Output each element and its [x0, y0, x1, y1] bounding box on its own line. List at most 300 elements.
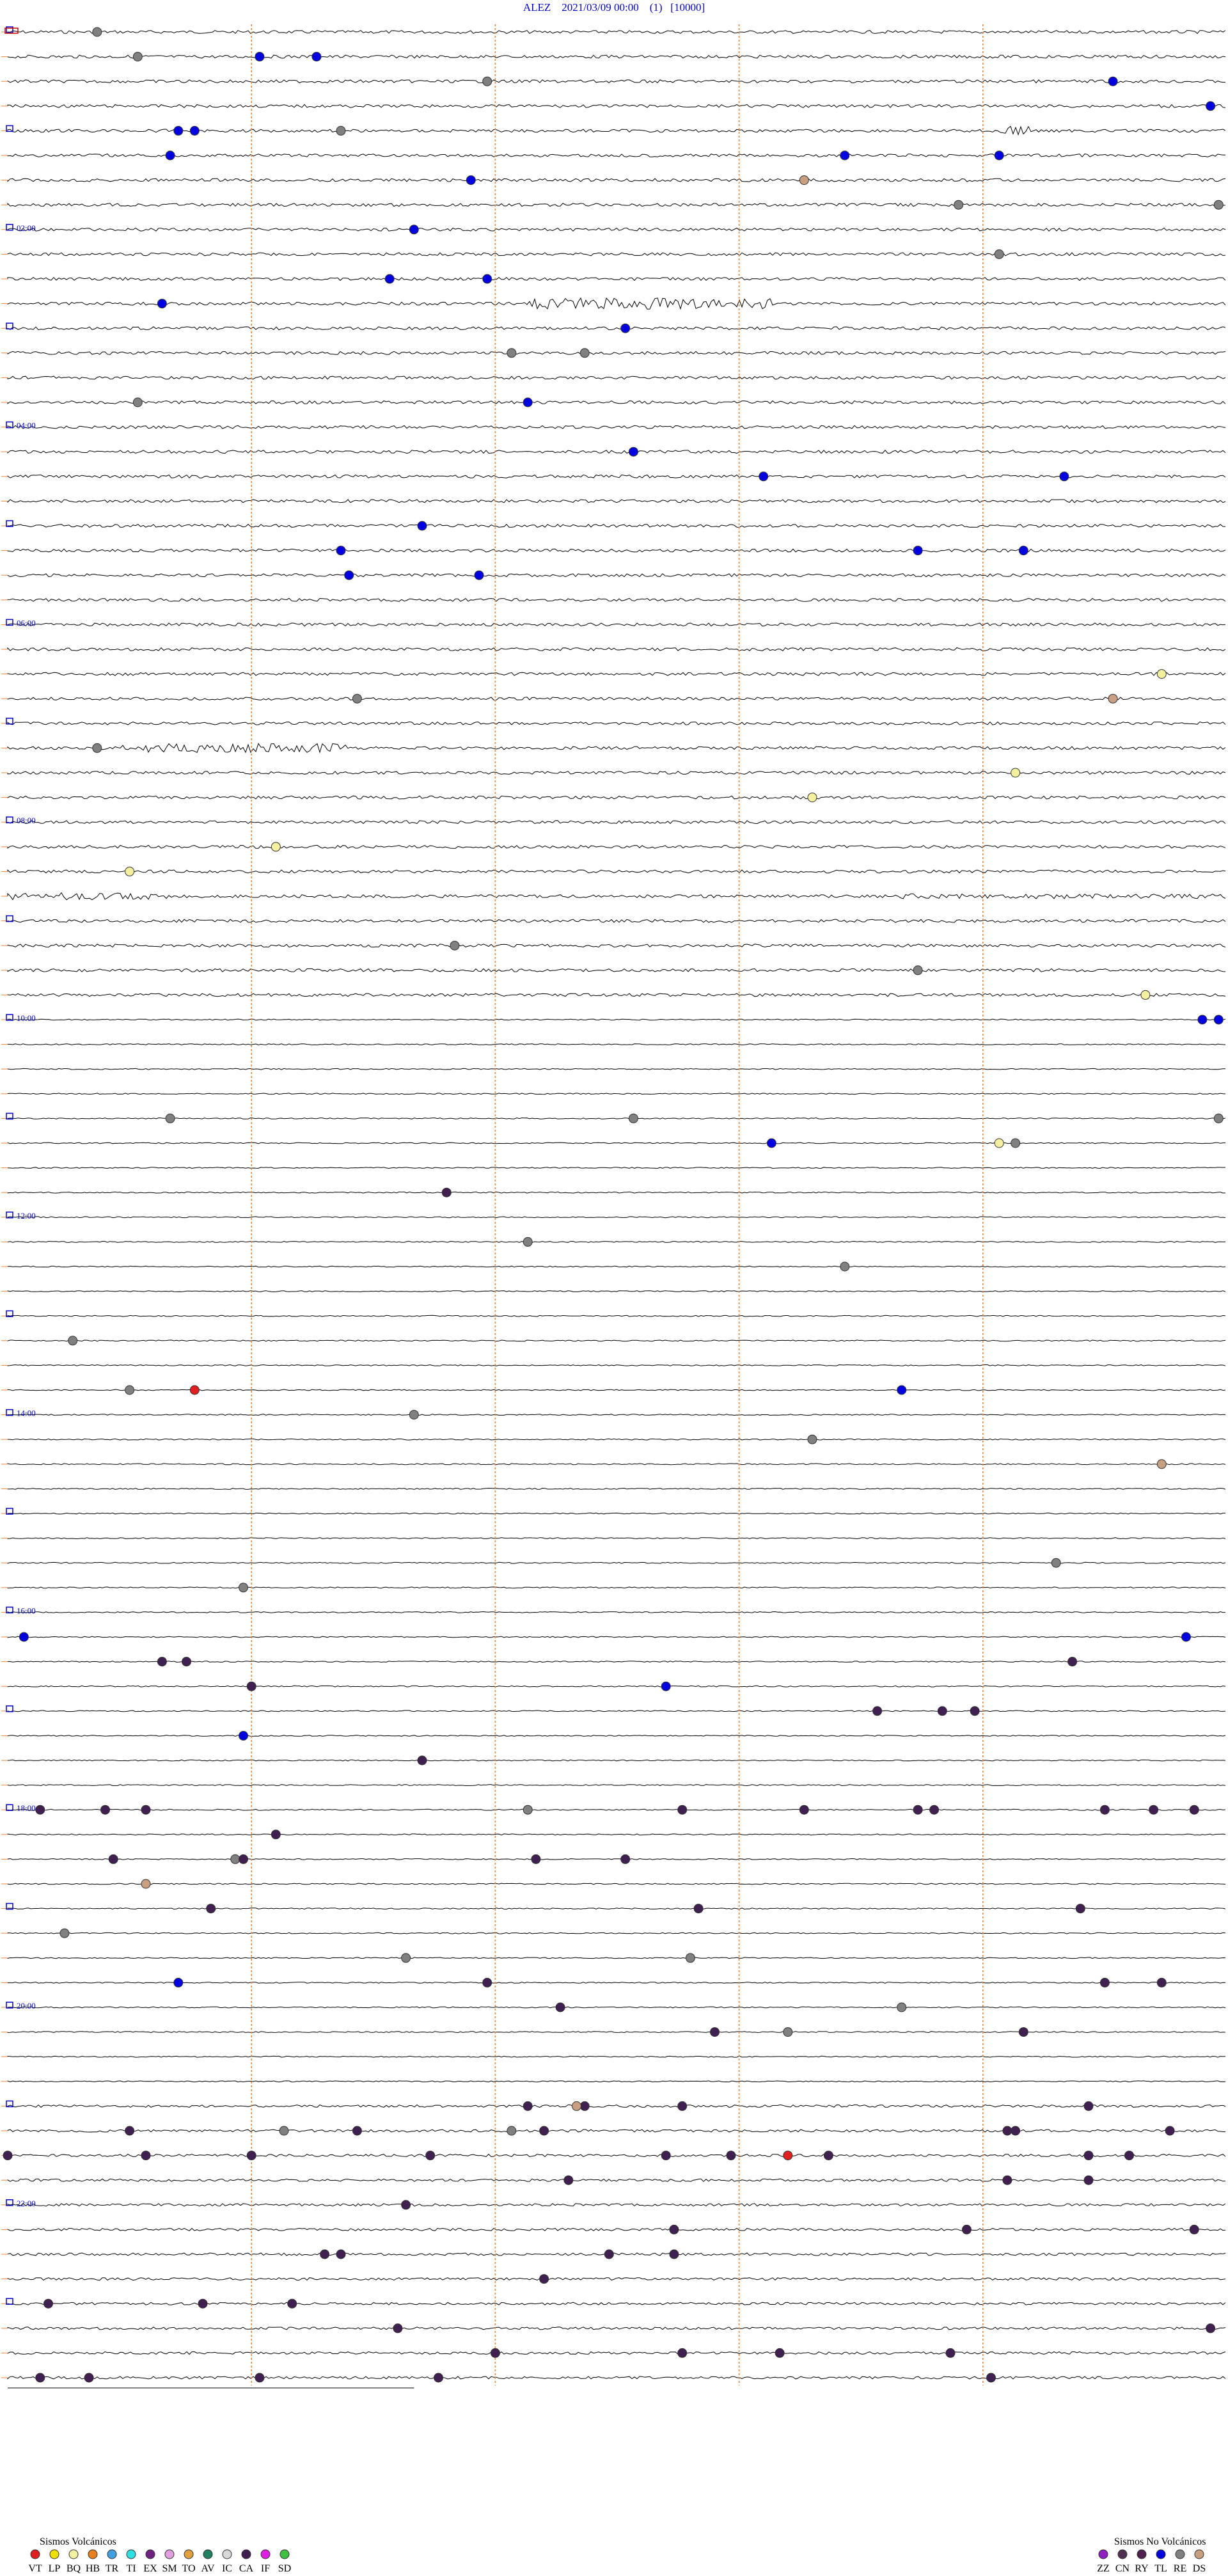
event-marker-CA-147	[44, 2299, 53, 2308]
event-marker-CA-160	[36, 2373, 45, 2382]
event-marker-CA-74	[873, 1707, 882, 1716]
event-marker-RE-120	[507, 2126, 516, 2135]
event-marker-CA-93	[239, 1854, 248, 1863]
trace-row-24	[8, 623, 1225, 626]
event-marker-TL-67	[19, 1632, 28, 1641]
event-marker-CA-80	[101, 1805, 110, 1814]
legend-code-ZZ: ZZ	[1097, 2563, 1110, 2574]
event-marker-CA-153	[678, 2348, 687, 2357]
hour-label-88: 22:00	[17, 2198, 36, 2208]
trace-row-58	[8, 1464, 1225, 1465]
event-marker-CA-84	[799, 1805, 808, 1814]
event-marker-RE-91	[231, 1854, 240, 1863]
trace-row-67	[8, 1686, 1225, 1687]
trace-row-61	[8, 1538, 1225, 1539]
trace-row-72	[8, 1809, 1225, 1810]
legend-code-BQ: BQ	[66, 2563, 81, 2574]
event-marker-TL-103	[174, 1978, 183, 1987]
trace-row-42	[8, 1068, 1225, 1070]
trace-row-83	[8, 2081, 1225, 2082]
hour-label-40: 10:00	[17, 1013, 36, 1023]
event-marker-TL-72	[661, 1682, 670, 1691]
event-marker-BQ-36	[1157, 670, 1166, 679]
event-marker-CA-140	[962, 2225, 971, 2234]
event-marker-CA-122	[1003, 2126, 1012, 2135]
legend-nonvolcanic-codes	[1094, 2563, 1209, 2575]
event-marker-TL-22	[621, 324, 630, 333]
legend-code-VT: VT	[28, 2563, 42, 2574]
event-marker-CA-108	[556, 2003, 565, 2012]
legend-swatch-RE	[1176, 2550, 1185, 2559]
event-marker-CA-128	[426, 2151, 435, 2160]
trace-row-31	[8, 796, 1225, 799]
start-datetime: 2021/03/09 00:00	[562, 1, 639, 13]
event-marker-RE-9	[336, 126, 345, 135]
event-marker-DS-116	[572, 2101, 581, 2110]
event-marker-VT-131	[783, 2151, 792, 2160]
trace-row-1	[8, 55, 1225, 58]
event-marker-CA-125	[3, 2151, 12, 2160]
legend-code-IF: IF	[260, 2563, 271, 2574]
trace-row-13	[8, 351, 1225, 354]
legend-code-HB: HB	[85, 2563, 100, 2574]
event-marker-TL-61	[897, 1386, 906, 1395]
event-marker-TL-2	[312, 52, 321, 61]
event-marker-CA-75	[938, 1707, 947, 1716]
event-marker-TL-52	[767, 1139, 776, 1148]
event-marker-BQ-40	[1011, 768, 1020, 777]
event-marker-TL-8	[190, 126, 199, 135]
event-marker-CA-132	[824, 2151, 833, 2160]
event-marker-TL-27	[629, 447, 638, 456]
trace-row-73	[8, 1834, 1225, 1835]
event-marker-DS-14	[799, 176, 808, 185]
event-marker-CA-85	[913, 1805, 922, 1814]
event-marker-CA-104	[483, 1978, 492, 1987]
trace-row-64	[8, 1612, 1225, 1613]
trace-row-85	[8, 2130, 1225, 2132]
legend-swatch-RY	[1137, 2550, 1146, 2559]
legend-swatch-CN	[1118, 2550, 1127, 2559]
trace-row-91	[8, 2278, 1225, 2280]
event-marker-TL-17	[409, 225, 418, 234]
event-marker-CA-115	[1084, 2101, 1093, 2110]
legend-swatch-EX	[146, 2550, 155, 2559]
legend-code-SD: SD	[278, 2563, 292, 2574]
trace-row-6	[8, 178, 1225, 182]
hour-label-48: 12:00	[17, 1210, 36, 1221]
trace-row-71	[8, 1785, 1225, 1786]
event-marker-TL-11	[995, 151, 1004, 160]
trace-row-53	[8, 1340, 1225, 1341]
legend-swatch-ZZ	[1099, 2550, 1108, 2559]
event-marker-RE-118	[279, 2126, 288, 2135]
legend-swatch-SM	[165, 2550, 174, 2559]
trace-row-11	[8, 298, 1225, 309]
trace-row-57	[8, 1439, 1225, 1440]
hour-label-8: 02:00	[17, 223, 36, 233]
hour-label-72: 18:00	[17, 1803, 36, 1813]
event-marker-TL-5	[1108, 77, 1117, 86]
legend-code-CN: CN	[1115, 2563, 1130, 2574]
trace-row-81	[8, 2032, 1225, 2033]
legend-nonvolcanic-swatches	[1094, 2548, 1222, 2562]
event-marker-CA-159	[987, 2373, 996, 2382]
trace-row-63	[8, 1587, 1225, 1588]
legend-code-CA: CA	[239, 2563, 254, 2574]
trace-row-86	[8, 2154, 1225, 2157]
event-marker-CA-157	[434, 2373, 443, 2382]
event-marker-RE-56	[523, 1237, 532, 1246]
trace-row-51	[8, 1291, 1225, 1292]
event-marker-BQ-46	[1141, 990, 1150, 999]
legend-swatch-HB	[88, 2550, 97, 2559]
trace-row-47	[8, 1192, 1225, 1193]
trace-row-0	[8, 31, 1225, 34]
event-marker-RE-39	[93, 743, 102, 752]
trace-row-44	[8, 1118, 1225, 1119]
event-marker-RE-26	[133, 398, 142, 407]
event-marker-CA-154	[775, 2348, 784, 2357]
trace-row-49	[8, 1242, 1225, 1243]
amplitude-scale: [10000]	[670, 1, 705, 13]
event-marker-TL-30	[418, 521, 427, 530]
trace-row-16	[8, 425, 1225, 429]
event-marker-TL-7	[174, 126, 183, 135]
trace-row-37	[8, 944, 1225, 947]
event-marker-CA-143	[670, 2250, 679, 2259]
trace-row-28	[8, 722, 1225, 725]
event-marker-CA-155	[946, 2348, 955, 2357]
trace-row-80	[8, 2007, 1225, 2008]
hour-label-56: 14:00	[17, 1408, 36, 1418]
event-marker-TL-13	[466, 176, 475, 185]
legend-swatch-CA	[242, 2550, 251, 2559]
trace-row-29	[8, 743, 1225, 752]
event-marker-CA-78	[418, 1756, 427, 1765]
trace-row-5	[8, 154, 1225, 157]
trace-row-62	[8, 1562, 1225, 1563]
event-marker-TL-25	[523, 398, 532, 407]
legend-swatch-LP	[50, 2550, 59, 2559]
event-marker-TL-31	[336, 546, 345, 555]
event-marker-CA-145	[604, 2250, 613, 2259]
event-marker-CA-150	[393, 2324, 402, 2333]
legend-volcanic-title: Sismos Volcánicos	[40, 2536, 116, 2547]
event-marker-CA-114	[678, 2101, 687, 2110]
event-marker-CA-105	[1100, 1978, 1109, 1987]
trace-row-23	[8, 598, 1225, 601]
event-marker-TL-34	[345, 571, 354, 580]
event-marker-RE-45	[913, 966, 922, 975]
trace-row-94	[8, 2351, 1225, 2354]
event-marker-CA-138	[402, 2201, 411, 2209]
event-marker-CA-117	[125, 2126, 134, 2135]
trace-row-78	[8, 1957, 1225, 1959]
hour-label-32: 08:00	[17, 816, 36, 826]
hour-label-24: 06:00	[17, 618, 36, 628]
trace-row-79	[8, 1982, 1225, 1984]
legend-code-EX: EX	[143, 2563, 157, 2574]
event-marker-RE-44	[450, 941, 459, 950]
event-marker-CA-142	[336, 2250, 345, 2259]
legend-volcanic-codes	[26, 2563, 294, 2575]
event-marker-TL-29	[1060, 472, 1069, 481]
event-marker-RE-63	[808, 1435, 817, 1444]
trace-row-17	[8, 450, 1225, 454]
trace-row-27	[8, 697, 1225, 700]
event-marker-CA-133	[1084, 2151, 1093, 2160]
trace-row-52	[8, 1315, 1225, 1316]
legend-swatch-VT	[31, 2550, 40, 2559]
legend-code-RY: RY	[1135, 2563, 1149, 2574]
legend-swatch-AV	[203, 2550, 212, 2559]
trace-row-40	[8, 1019, 1225, 1020]
event-marker-TL-1	[255, 52, 264, 61]
event-marker-CA-152	[491, 2348, 500, 2357]
trace-row-59	[8, 1489, 1225, 1490]
event-marker-CA-119	[352, 2126, 361, 2135]
legend-code-IC: IC	[222, 2563, 232, 2574]
event-marker-CA-76	[970, 1707, 979, 1716]
event-marker-CA-148	[198, 2299, 207, 2308]
event-marker-RE-23	[507, 349, 516, 358]
event-marker-RE-18	[995, 249, 1004, 258]
trace-row-65	[8, 1636, 1225, 1638]
event-marker-RE-15	[954, 200, 963, 209]
event-marker-CA-146	[540, 2275, 549, 2284]
trace-row-36	[8, 919, 1225, 922]
trace-row-69	[8, 1735, 1225, 1737]
event-marker-CA-97	[207, 1904, 216, 1913]
trace-row-90	[8, 2253, 1225, 2256]
legend-swatch-TL	[1156, 2550, 1165, 2559]
legend-code-DS: DS	[1192, 2563, 1206, 2574]
trace-row-33	[8, 845, 1225, 848]
event-marker-CA-135	[564, 2176, 573, 2185]
trace-row-45	[8, 1142, 1225, 1144]
event-marker-CA-73	[247, 1682, 256, 1691]
event-marker-TL-48	[1214, 1015, 1223, 1024]
trace-row-35	[8, 893, 1225, 900]
trace-row-87	[8, 2179, 1225, 2181]
trace-row-74	[8, 1859, 1225, 1860]
legend-volcanic-swatches	[26, 2548, 307, 2562]
trace-row-70	[8, 1760, 1225, 1761]
event-marker-CA-126	[141, 2151, 150, 2160]
event-marker-CA-99	[1076, 1904, 1085, 1913]
trace-row-22	[8, 574, 1225, 577]
event-marker-CA-92	[109, 1854, 118, 1863]
event-marker-TL-32	[913, 546, 922, 555]
event-marker-BQ-53	[995, 1139, 1004, 1148]
event-marker-TL-28	[759, 472, 768, 481]
legend-code-TR: TR	[105, 2563, 119, 2574]
event-marker-RE-100	[60, 1929, 69, 1938]
trace-row-54	[8, 1365, 1225, 1366]
trace-row-75	[8, 1883, 1225, 1885]
legend-swatch-TO	[184, 2550, 193, 2559]
legend-swatch-BQ	[69, 2550, 78, 2559]
event-marker-CA-139	[670, 2225, 679, 2234]
event-marker-TL-19	[483, 274, 492, 283]
trace-row-12	[8, 327, 1225, 330]
event-marker-CA-113	[580, 2101, 589, 2110]
legend-nonvolcanic-title: Sismos No Volcánicos	[1114, 2536, 1206, 2547]
event-marker-CA-130	[661, 2151, 670, 2160]
trace-row-84	[8, 2105, 1225, 2107]
trace-row-93	[8, 2327, 1225, 2330]
event-marker-CA-137	[1084, 2176, 1093, 2185]
event-marker-RE-16	[1214, 200, 1223, 209]
event-marker-CA-134	[1125, 2151, 1134, 2160]
event-marker-CA-98	[694, 1904, 703, 1913]
event-marker-CA-88	[1149, 1805, 1158, 1814]
event-marker-RE-111	[783, 2028, 792, 2037]
trace-row-3	[8, 104, 1225, 107]
trace-row-39	[8, 993, 1225, 997]
hour-label-16: 04:00	[17, 420, 36, 431]
trace-row-56	[8, 1414, 1225, 1416]
event-marker-TL-6	[1206, 102, 1215, 111]
event-marker-RE-82	[523, 1805, 532, 1814]
trace-row-32	[8, 821, 1225, 824]
event-marker-RE-66	[239, 1583, 248, 1592]
event-marker-TL-33	[1019, 546, 1028, 555]
legend-code-SM: SM	[162, 2563, 177, 2574]
event-marker-CA-144	[320, 2250, 329, 2259]
trace-row-88	[8, 2204, 1225, 2206]
event-marker-CA-69	[157, 1657, 166, 1666]
trace-row-21	[8, 549, 1225, 552]
event-marker-CA-95	[621, 1854, 630, 1863]
event-marker-CA-156	[84, 2373, 93, 2382]
event-marker-TL-35	[475, 571, 484, 580]
event-marker-CA-151	[1206, 2324, 1215, 2333]
trace-row-89	[8, 2228, 1225, 2231]
trace-row-95	[8, 2376, 1225, 2379]
event-marker-BQ-43	[125, 867, 134, 876]
event-marker-TL-77	[239, 1731, 248, 1740]
event-marker-CA-129	[727, 2151, 736, 2160]
event-marker-DS-96	[141, 1879, 150, 1888]
legend-code-AV: AV	[201, 2563, 215, 2574]
event-marker-TL-10	[840, 151, 849, 160]
event-marker-CA-71	[1068, 1657, 1077, 1666]
event-marker-RE-37	[352, 694, 361, 703]
event-marker-CA-87	[1100, 1805, 1109, 1814]
legend-swatch-TI	[127, 2550, 136, 2559]
trace-row-68	[8, 1711, 1225, 1712]
trace-row-25	[8, 648, 1225, 651]
legend-code-RE: RE	[1173, 2563, 1187, 2574]
event-marker-RE-57	[840, 1262, 849, 1271]
event-marker-CA-158	[255, 2373, 264, 2382]
event-marker-CA-121	[540, 2126, 549, 2135]
trace-row-9	[8, 253, 1225, 256]
trace-row-34	[8, 870, 1225, 873]
legend-swatch-TR	[107, 2550, 116, 2559]
event-marker-RE-107	[897, 2003, 906, 2012]
event-marker-RE-24	[580, 349, 589, 358]
event-marker-RE-62	[409, 1410, 418, 1419]
event-marker-CA-70	[182, 1657, 191, 1666]
trace-row-43	[8, 1093, 1225, 1094]
legend-code-TO: TO	[182, 2563, 196, 2574]
event-marker-CA-141	[1190, 2225, 1199, 2234]
trace-row-20	[8, 525, 1225, 528]
event-marker-CA-127	[247, 2151, 256, 2160]
event-marker-BQ-42	[271, 842, 280, 851]
trace-row-48	[8, 1217, 1225, 1218]
event-marker-TL-12	[166, 151, 175, 160]
hour-label-80: 20:00	[17, 2001, 36, 2011]
trace-row-46	[8, 1167, 1225, 1169]
event-marker-CA-124	[1165, 2126, 1174, 2135]
event-marker-DS-64	[1157, 1460, 1166, 1469]
legend-swatch-DS	[1195, 2550, 1204, 2559]
trace-row-60	[8, 1513, 1225, 1514]
event-marker-TL-20	[385, 274, 394, 283]
trace-row-15	[8, 401, 1225, 404]
event-marker-VT-59	[190, 1386, 199, 1395]
trace-row-41	[8, 1044, 1225, 1045]
hour-label-64: 16:00	[17, 1606, 36, 1616]
event-marker-CA-86	[930, 1805, 939, 1814]
event-marker-CA-112	[523, 2101, 532, 2110]
trace-row-76	[8, 1908, 1225, 1909]
event-marker-RE-102	[686, 1954, 695, 1963]
event-marker-RE-50	[629, 1114, 638, 1123]
event-marker-CA-110	[1019, 2028, 1028, 2037]
trace-row-19	[8, 500, 1225, 503]
event-marker-CA-136	[1003, 2176, 1012, 2185]
trace-row-38	[8, 968, 1225, 972]
event-marker-CA-89	[1190, 1805, 1199, 1814]
legend-code-TL: TL	[1154, 2563, 1167, 2574]
event-marker-CA-123	[1011, 2126, 1020, 2135]
legend-code-LP: LP	[48, 2563, 61, 2574]
trace-row-77	[8, 1932, 1225, 1934]
event-marker-CA-79	[36, 1805, 45, 1814]
event-marker-CA-83	[678, 1805, 687, 1814]
trace-row-26	[8, 672, 1225, 676]
trace-row-92	[8, 2302, 1225, 2305]
event-marker-DS-38	[1108, 694, 1117, 703]
event-marker-CA-106	[1157, 1978, 1166, 1987]
event-marker-TL-21	[157, 299, 166, 308]
event-marker-TL-68	[1182, 1632, 1191, 1641]
trace-row-82	[8, 2056, 1225, 2057]
trace-row-50	[8, 1266, 1225, 1267]
event-marker-RE-54	[1011, 1139, 1020, 1148]
trace-row-7	[8, 203, 1225, 207]
legend-swatch-IF	[261, 2550, 270, 2559]
event-marker-RE-65	[1051, 1558, 1060, 1567]
event-marker-RE-3	[133, 52, 142, 61]
event-marker-CA-90	[271, 1830, 280, 1839]
event-marker-RE-60	[125, 1386, 134, 1395]
event-marker-TL-47	[1198, 1015, 1207, 1024]
trace-row-18	[8, 475, 1225, 478]
event-marker-RE-49	[166, 1114, 175, 1123]
event-marker-RE-58	[68, 1336, 77, 1345]
legend-swatch-SD	[280, 2550, 289, 2559]
trace-row-30	[8, 771, 1225, 775]
trace-row-8	[8, 228, 1225, 231]
event-marker-RE-4	[483, 77, 492, 86]
event-marker-RE-101	[402, 1954, 411, 1963]
